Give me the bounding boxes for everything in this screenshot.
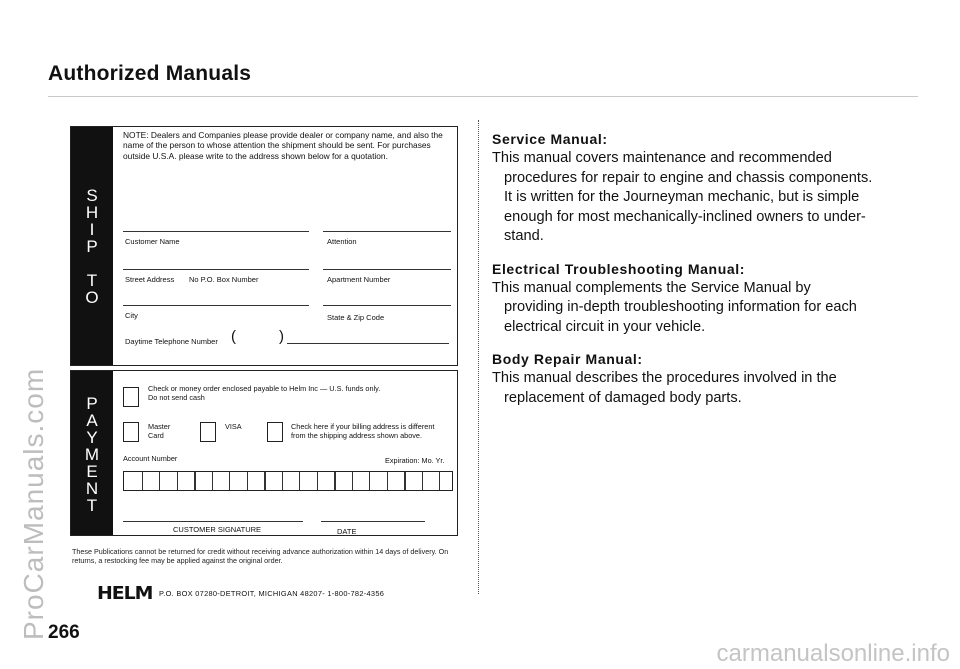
- account-digit-divider: [317, 472, 318, 490]
- money-order-label: Check or money order enclosed payable to Helm Inc — U.S. funds only.: [148, 384, 381, 393]
- page-title: Authorized Manuals: [48, 62, 252, 85]
- expiration-label: Expiration: Mo. Yr.: [385, 456, 445, 465]
- return-policy-note: These Publications cannot be returned for credit without receiving advance authorization within 14 days of delivery. On returns, a restocking fee may be applied against the original order.: [72, 547, 449, 565]
- form-note: NOTE: Dealers and Companies please provide dealer or company name, and also the name of the person to whose attention the shipment should be sent. For purchases outside U.S.A. please write to the address shown below for a quotation.: [123, 130, 443, 161]
- sidebar-letter: T: [86, 271, 98, 290]
- account-digit-divider: [159, 472, 160, 490]
- payment-label: [71, 395, 113, 514]
- payment-section: [70, 370, 458, 536]
- sidebar-letter: P: [86, 237, 98, 256]
- manual-section: [492, 261, 922, 338]
- sidebar-letter: A: [86, 411, 98, 430]
- account-digit-divider: [422, 472, 423, 490]
- ship-to-sidebar: [71, 127, 113, 365]
- street-address-field[interactable]: [123, 269, 309, 270]
- manual-description-line: providing in-depth troubleshooting information for each: [504, 299, 857, 315]
- money-order-text: [148, 385, 380, 402]
- date-field[interactable]: [321, 521, 425, 522]
- customer-name-field[interactable]: [123, 231, 309, 232]
- state-zip-field[interactable]: [323, 305, 451, 306]
- manual-description-line: stand.: [504, 228, 544, 244]
- master-card-checkbox[interactable]: [123, 422, 139, 442]
- sidebar-letter: T: [86, 496, 98, 515]
- manual-description-line: It is written for the Journeyman mechanic, but is simple: [504, 189, 860, 205]
- manual-heading: Electrical Troubleshooting Manual:: [492, 260, 745, 277]
- manual-heading: Service Manual:: [492, 131, 608, 147]
- billing-address-text: [291, 423, 434, 440]
- account-digit-divider: [352, 472, 353, 490]
- sidebar-letter: I: [89, 220, 95, 239]
- sidebar-letter: E: [86, 462, 98, 481]
- account-digit-divider: [142, 472, 143, 490]
- attention-field[interactable]: [323, 231, 451, 232]
- account-digit-divider: [439, 472, 440, 490]
- column-divider: [478, 120, 479, 594]
- sidebar-letter: [71, 255, 113, 272]
- city-label: City: [125, 311, 138, 320]
- master-card-label-2: Card: [148, 430, 164, 440]
- manual-description-line: enough for most mechanically-inclined owners to under-: [504, 208, 866, 225]
- account-number-label: Account Number: [123, 454, 178, 463]
- customer-name-label: Customer Name: [125, 237, 180, 246]
- side-watermark: ProCarManuals.com: [18, 367, 49, 640]
- sidebar-letter: N: [85, 479, 99, 498]
- street-address-label: Street Address: [125, 275, 175, 284]
- account-digit-divider: [404, 472, 406, 490]
- state-zip-label: State & Zip Code: [327, 313, 385, 322]
- account-digit-divider: [387, 472, 388, 490]
- payment-sidebar: [71, 371, 113, 535]
- signature-field[interactable]: [123, 521, 303, 522]
- billing-address-label-2: from the shipping address shown above.: [291, 430, 423, 440]
- page-number: 266: [48, 622, 80, 643]
- bottom-watermark: carmanualsonline.info: [716, 640, 950, 667]
- account-digit-divider: [177, 472, 178, 490]
- sidebar-letter: H: [85, 203, 99, 222]
- billing-address-checkbox[interactable]: [267, 422, 283, 442]
- manual-description-line: This manual describes the procedures involved in the: [492, 370, 837, 386]
- manual-descriptions: [492, 131, 922, 408]
- manual-section: [492, 351, 922, 408]
- ship-to-section: [70, 126, 458, 366]
- account-digit-divider: [264, 472, 266, 490]
- no-po-box-label: No P.O. Box Number: [189, 275, 259, 284]
- billing-address-label-1: Check here if your billing address is different: [291, 422, 435, 431]
- master-card-text: [148, 423, 170, 440]
- account-digit-divider: [247, 472, 248, 490]
- manual-description-line: electrical circuit in your vehicle.: [504, 318, 706, 335]
- manual-description-line: procedures for repair to engine and chassis components.: [504, 169, 873, 186]
- apartment-number-field[interactable]: [323, 269, 451, 270]
- master-card-label-1: Master: [148, 422, 171, 431]
- title-divider: [48, 96, 918, 97]
- daytime-phone-label: Daytime Telephone Number: [125, 337, 218, 346]
- account-digit-divider: [334, 472, 336, 490]
- manual-section: [492, 131, 922, 247]
- city-field[interactable]: [123, 305, 309, 306]
- phone-paren-close: ): [279, 328, 284, 345]
- account-number-field[interactable]: [123, 471, 453, 491]
- account-digit-divider: [369, 472, 370, 490]
- signature-label: CUSTOMER SIGNATURE: [173, 525, 262, 534]
- account-digit-divider: [229, 472, 230, 490]
- apartment-number-label: Apartment Number: [327, 275, 391, 284]
- money-order-checkbox[interactable]: [123, 387, 139, 407]
- helm-logo: HELM: [97, 583, 153, 604]
- visa-label: VISA: [225, 422, 242, 431]
- account-digit-divider: [282, 472, 283, 490]
- manual-heading: Body Repair Manual:: [492, 351, 643, 367]
- account-digit-divider: [212, 472, 213, 490]
- sidebar-letter: M: [84, 445, 100, 464]
- no-cash-label: Do not send cash: [148, 392, 205, 402]
- sidebar-letter: Y: [86, 428, 98, 447]
- sidebar-letter: S: [86, 186, 98, 205]
- manual-description-line: This manual covers maintenance and recommended: [492, 150, 832, 166]
- sidebar-letter: P: [86, 394, 98, 413]
- manual-description-line: replacement of damaged body parts.: [504, 389, 742, 406]
- date-label: DATE: [337, 527, 357, 536]
- order-form: [70, 126, 458, 536]
- account-digit-divider: [299, 472, 300, 490]
- phone-paren-open: (: [231, 328, 236, 345]
- sidebar-letter: O: [85, 288, 99, 307]
- ship-to-label: [71, 187, 113, 306]
- manual-description-line: This manual complements the Service Manual by: [492, 279, 811, 296]
- account-digit-divider: [194, 472, 196, 490]
- helm-address: P.O. BOX 07280-DETROIT, MICHIGAN 48207- 1-800-782-4356: [159, 589, 385, 598]
- daytime-phone-field[interactable]: [287, 343, 449, 344]
- attention-label: Attention: [327, 237, 357, 246]
- visa-checkbox[interactable]: [200, 422, 216, 442]
